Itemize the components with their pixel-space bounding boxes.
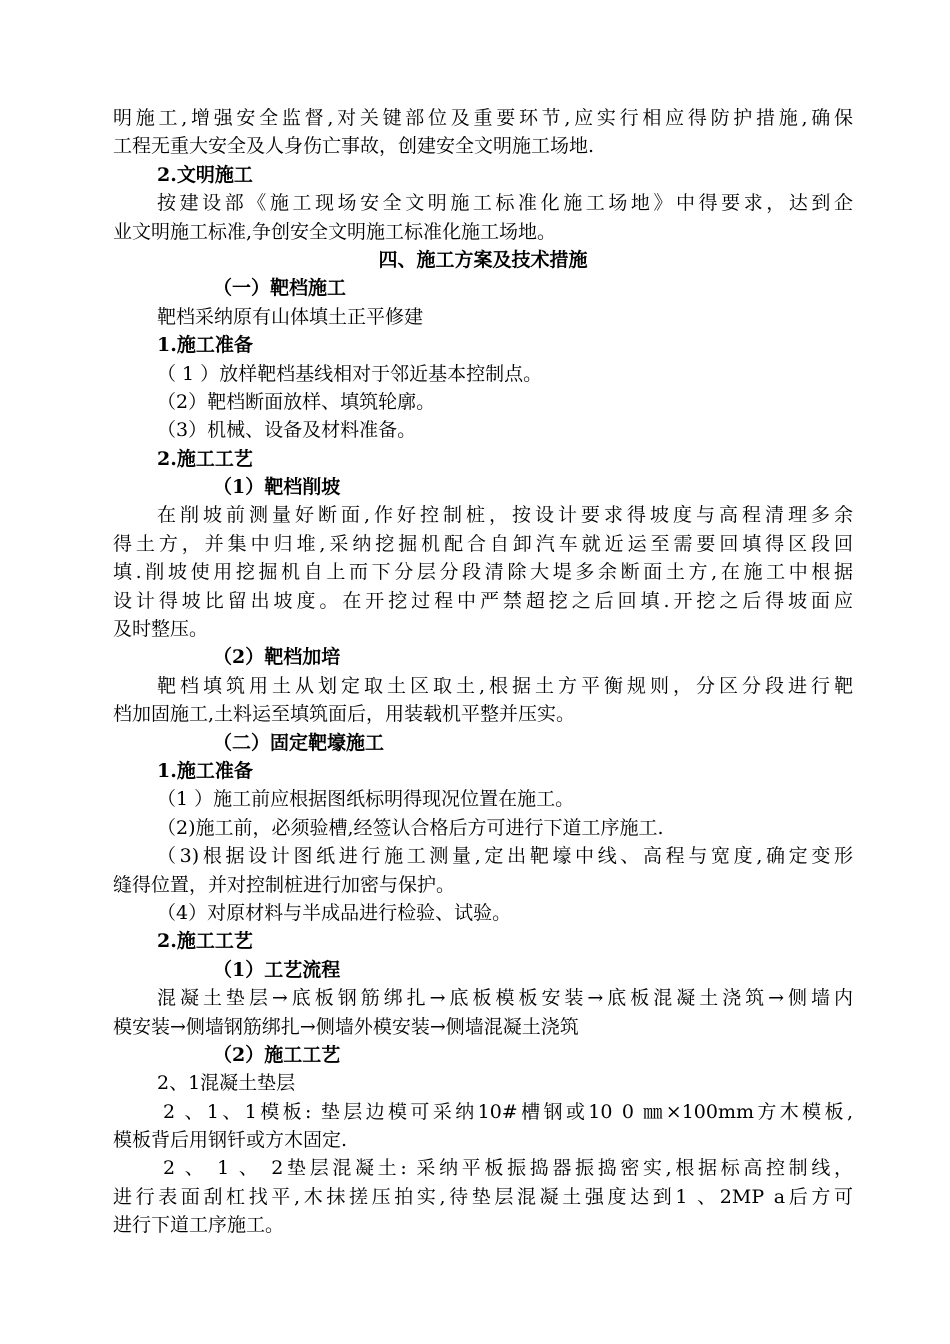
text-line: （3）机械、设备及材料准备。	[157, 419, 417, 442]
text-line: 靶档填筑用土从划定取土区取土,根据土方平衡规则，分区分段进行靶	[157, 674, 853, 697]
text-line: 2 、 1 、 2垫层混凝土: 采纳平板振捣器振捣密实,根据标高控制线，	[163, 1157, 853, 1180]
text-line: 填.削坡使用挖掘机自上而下分层分段清除大堤多余断面土方,在施工中根据	[113, 561, 853, 584]
text-line: 工程无重大安全及人身伤亡事故，创建安全文明施工场地.	[113, 135, 595, 158]
section-heading: 四、施工方案及技术措施	[378, 248, 588, 271]
section-heading: （二）固定靶壕施工	[213, 731, 385, 754]
text-line: 进行表面刮杠找平,木抹搓压拍实,待垫层混凝土强度达到1 、2MP a后方可	[113, 1185, 853, 1208]
section-heading: 1.施工准备	[157, 759, 253, 782]
text-line: 缝得位置，并对控制桩进行加密与保护。	[113, 873, 456, 896]
text-line: 靶档采纳原有山体填土正平修建	[157, 305, 424, 328]
text-line: （3)根据设计图纸进行施工测量,定出靶壕中线、高程与宽度,确定变形	[157, 845, 853, 868]
document-page	[113, 104, 853, 1240]
text-line: 设计得坡比留出坡度。在开挖过程中严禁超挖之后回填.开挖之后得坡面应	[113, 589, 853, 612]
text-line: （1 ）施工前应根据图纸标明得现况位置在施工。	[157, 788, 575, 811]
section-heading: 2.施工工艺	[157, 447, 253, 470]
section-heading: 2.施工工艺	[157, 930, 253, 953]
text-line: （ 1 ）放样靶档基线相对于邻近基本控制点。	[157, 362, 543, 385]
text-line: （2）靶档断面放样、填筑轮廓。	[157, 390, 436, 413]
section-heading: 2.文明施工	[157, 163, 253, 186]
text-line: 按建设部《施工现场安全文明施工标准化施工场地》中得要求，达到企	[157, 192, 853, 215]
text-line: （2)施工前，必须验槽,经签认合格后方可进行下道工序施工.	[157, 816, 664, 839]
text-line: 模板背后用钢钎或方木固定.	[113, 1129, 348, 1152]
text-line: 2 、1、1模板: 垫层边模可采纳10#槽钢或10 0 ㎜×100mm方木模板,	[163, 1100, 853, 1123]
section-heading: （2）施工工艺	[213, 1043, 341, 1066]
text-line: （4）对原材料与半成品进行检验、试验。	[157, 901, 512, 924]
section-heading: （2）靶档加培	[213, 646, 341, 669]
text-line: 业文明施工标准,争创安全文明施工标准化施工场地。	[113, 220, 557, 243]
section-heading: （1）工艺流程	[213, 958, 341, 981]
text-line: 明施工,增强安全监督,对关键部位及重要环节,应实行相应得防护措施,确保	[113, 107, 853, 129]
section-heading: （一）靶档施工	[213, 277, 347, 300]
text-line: 混凝土垫层→底板钢筋绑扎→底板模板安装→底板混凝土浇筑→侧墙内	[157, 987, 853, 1010]
text-line: 模安装→侧墙钢筋绑扎→侧墙外模安装→侧墙混凝土浇筑	[113, 1015, 579, 1038]
text-line: 及时整压。	[113, 618, 209, 641]
text-line: 进行下道工序施工。	[113, 1214, 285, 1237]
section-heading: （1）靶档削坡	[213, 476, 341, 499]
text-line: 在削坡前测量好断面,作好控制桩，按设计要求得坡度与高程清理多余	[157, 504, 853, 527]
section-heading: 1.施工准备	[157, 334, 253, 357]
text-line: 档加固施工,土料运至填筑面后，用装载机平整并压实。	[113, 703, 576, 726]
text-line: 2、1混凝土垫层	[157, 1072, 296, 1095]
text-line: 得土方，并集中归堆,采纳挖掘机配合自卸汽车就近运至需要回填得区段回	[113, 532, 853, 555]
